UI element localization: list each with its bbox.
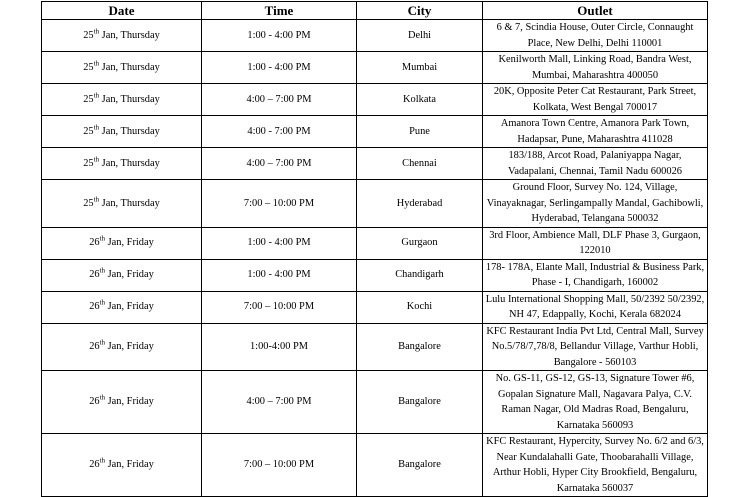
date-cell	[42, 259, 202, 291]
outlet-cell: Lulu International Shopping Mall, 50/2392 50/2392, NH 47, Edappally, Kochi, Kerala 682024	[483, 291, 708, 323]
header-city: City	[357, 2, 483, 20]
time-cell: 1:00 - 4:00 PM	[202, 52, 357, 84]
table-header	[42, 2, 708, 20]
outlet-cell: KFC Restaurant India Pvt Ltd, Central Mall, Survey No.5/78/7,78/8, Bellandur Village, Varthur Hobli, Bangalore - 560103	[483, 323, 708, 371]
date-day: 26	[89, 237, 100, 249]
time-cell: 7:00 – 10:00 PM	[202, 291, 357, 323]
outlet-cell: 178- 178A, Elante Mall, Industrial & Business Park, Phase - I, Chandigarh, 160002	[483, 259, 708, 291]
outlet-cell: 3rd Floor, Ambience Mall, DLF Phase 3, Gurgaon, 122010	[483, 227, 708, 259]
date-ordinal-suffix: th	[93, 27, 100, 36]
city-cell: Hyderabad	[357, 180, 483, 228]
date-cell	[42, 52, 202, 84]
date-month-weekday: Jan, Friday	[105, 269, 154, 281]
date-cell	[42, 227, 202, 259]
time-cell: 4:00 – 7:00 PM	[202, 84, 357, 116]
date-day: 26	[89, 396, 100, 408]
date-day: 25	[83, 157, 94, 169]
date-month-weekday: Jan, Friday	[105, 237, 154, 249]
date-month-weekday: Jan, Friday	[105, 459, 154, 471]
date-month-weekday: Jan, Friday	[105, 396, 154, 408]
date-day: 26	[89, 459, 100, 471]
date-ordinal-suffix: th	[93, 59, 100, 68]
time-cell: 1:00 - 4:00 PM	[202, 227, 357, 259]
date-cell	[42, 323, 202, 371]
date-day: 26	[89, 301, 100, 313]
time-cell: 7:00 – 10:00 PM	[202, 180, 357, 228]
date-cell	[42, 116, 202, 148]
table-row	[42, 180, 708, 228]
date-month-weekday: Jan, Thursday	[99, 125, 160, 137]
outlet-cell: 20K, Opposite Peter Cat Restaurant, Park Street, Kolkata, West Bengal 700017	[483, 84, 708, 116]
outlet-cell: 6 & 7, Scindia House, Outer Circle, Connaught Place, New Delhi, Delhi 110001	[483, 20, 708, 52]
city-cell: Bangalore	[357, 371, 483, 434]
table-row	[42, 227, 708, 259]
time-cell: 4:00 – 7:00 PM	[202, 148, 357, 180]
date-day: 25	[83, 61, 94, 73]
time-cell: 7:00 – 10:00 PM	[202, 434, 357, 497]
date-month-weekday: Jan, Thursday	[99, 157, 160, 169]
city-cell: Kolkata	[357, 84, 483, 116]
date-ordinal-suffix: th	[93, 195, 100, 204]
date-cell	[42, 291, 202, 323]
outlet-cell: KFC Restaurant, Hypercity, Survey No. 6/2 and 6/3, Near Kundalahalli Gate, Thoobarahalli Village, Arthur Hobli, Hyper City Brookfield, Bengaluru, Karnataka 560037	[483, 434, 708, 497]
outlet-cell: Ground Floor, Survey No. 124, Village, Vinayaknagar, Serlingampally Mandal, Gachibowli, Hyderabad, Telangana 500032	[483, 180, 708, 228]
date-ordinal-suffix: th	[93, 91, 100, 100]
date-month-weekday: Jan, Thursday	[99, 61, 160, 73]
outlet-cell: No. GS-11, GS-12, GS-13, Signature Tower #6, Gopalan Signature Mall, Nagavara Palya, C.V. Raman Nagar, Old Madras Road, Bengaluru, Karnataka 560093	[483, 371, 708, 434]
city-cell: Chennai	[357, 148, 483, 180]
time-cell: 1:00 - 4:00 PM	[202, 259, 357, 291]
date-day: 25	[83, 125, 94, 137]
date-day: 25	[83, 197, 94, 209]
date-ordinal-suffix: th	[99, 234, 106, 243]
date-month-weekday: Jan, Thursday	[99, 197, 160, 209]
date-ordinal-suffix: th	[99, 393, 106, 402]
date-ordinal-suffix: th	[93, 155, 100, 164]
city-cell: Bangalore	[357, 434, 483, 497]
table-body	[42, 20, 708, 497]
header-time: Time	[202, 2, 357, 20]
date-day: 25	[83, 93, 94, 105]
date-ordinal-suffix: th	[99, 338, 106, 347]
date-ordinal-suffix: th	[99, 298, 106, 307]
date-month-weekday: Jan, Friday	[105, 301, 154, 313]
date-day: 26	[89, 341, 100, 352]
table-row	[42, 323, 708, 371]
city-cell: Gurgaon	[357, 227, 483, 259]
time-cell: 4:00 – 7:00 PM	[202, 371, 357, 434]
date-cell	[42, 180, 202, 228]
outlet-cell: Amanora Town Centre, Amanora Park Town, Hadapsar, Pune, Maharashtra 411028	[483, 116, 708, 148]
date-ordinal-suffix: th	[99, 266, 106, 275]
city-cell: Delhi	[357, 20, 483, 52]
table-row	[42, 84, 708, 116]
date-month-weekday: Jan, Thursday	[99, 29, 160, 41]
date-ordinal-suffix: th	[93, 123, 100, 132]
date-month-weekday: Jan, Friday	[105, 341, 154, 352]
date-cell	[42, 84, 202, 116]
city-cell: Chandigarh	[357, 259, 483, 291]
date-month-weekday: Jan, Thursday	[99, 93, 160, 105]
outlet-cell: Kenilworth Mall, Linking Road, Bandra West, Mumbai, Maharashtra 400050	[483, 52, 708, 84]
time-cell: 1:00-4:00 PM	[202, 323, 357, 371]
table-row	[42, 116, 708, 148]
table-row	[42, 20, 708, 52]
date-ordinal-suffix: th	[99, 456, 106, 465]
table-row	[42, 291, 708, 323]
table-row	[42, 148, 708, 180]
time-cell: 1:00 - 4:00 PM	[202, 20, 357, 52]
table-row	[42, 371, 708, 434]
date-cell	[42, 20, 202, 52]
date-cell	[42, 434, 202, 497]
header-date: Date	[42, 2, 202, 20]
city-cell: Mumbai	[357, 52, 483, 84]
header-row	[42, 2, 708, 20]
date-day: 25	[83, 29, 94, 41]
table-row	[42, 52, 708, 84]
city-cell: Kochi	[357, 291, 483, 323]
table-row	[42, 434, 708, 497]
date-cell	[42, 148, 202, 180]
date-day: 26	[89, 269, 100, 281]
table-row	[42, 259, 708, 291]
header-outlet: Outlet	[483, 2, 708, 20]
city-cell: Bangalore	[357, 323, 483, 371]
city-cell: Pune	[357, 116, 483, 148]
outlet-schedule-table	[41, 1, 708, 497]
outlet-cell: 183/188, Arcot Road, Palaniyappa Nagar, Vadapalani, Chennai, Tamil Nadu 600026	[483, 148, 708, 180]
time-cell: 4:00 - 7:00 PM	[202, 116, 357, 148]
date-cell	[42, 371, 202, 434]
